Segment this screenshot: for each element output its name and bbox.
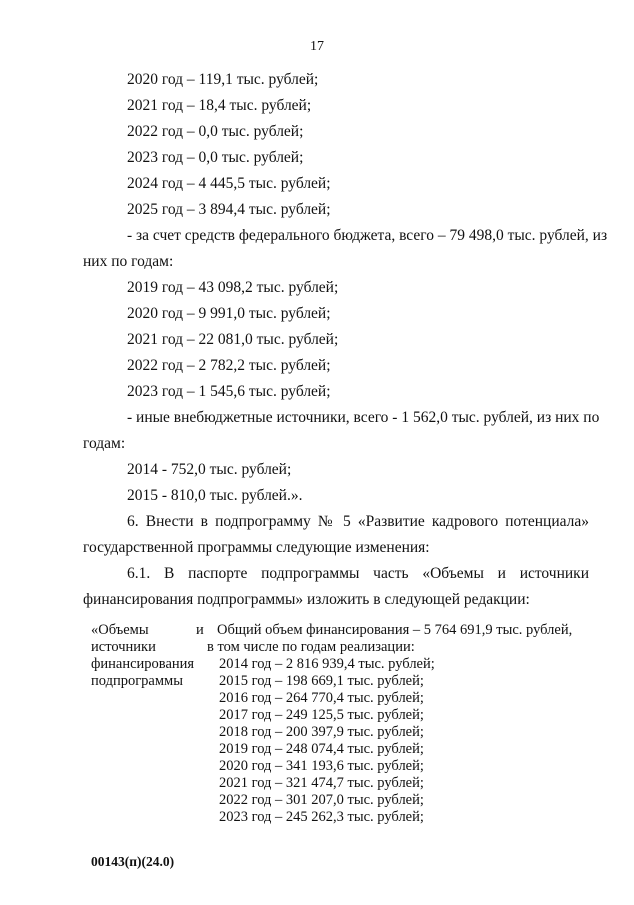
text-line: - за счет средств федерального бюджета, всего – 79 498,0 тыс. рублей, из: [127, 227, 608, 244]
table-year-row: 2018 год – 200 397,9 тыс. рублей;: [219, 724, 424, 740]
table-left-cell: источники: [91, 639, 156, 655]
text-line: 2023 год – 0,0 тыс. рублей;: [127, 149, 304, 166]
text-line: государственной программы следующие изменения:: [83, 539, 430, 556]
text-line: них по годам:: [83, 253, 174, 270]
table-right-cell: в том числе по годам реализации:: [207, 639, 415, 655]
text-line: 2020 год – 119,1 тыс. рублей;: [127, 71, 319, 88]
table-right-cell: Общий объем финансирования – 5 764 691,9 тыс. рублей,: [217, 622, 573, 638]
text-line: финансирования подпрограммы» изложить в следующей редакции:: [83, 591, 530, 608]
text-line: 2014 - 752,0 тыс. рублей;: [127, 461, 292, 478]
text-line: 6.1. В паспорте подпрограммы часть «Объемы и источники: [127, 565, 589, 582]
text-line: 2019 год – 43 098,2 тыс. рублей;: [127, 279, 339, 296]
table-year-row: 2015 год – 198 669,1 тыс. рублей;: [219, 673, 424, 689]
table-left-cell: и: [196, 622, 204, 638]
text-line: 2021 год – 18,4 тыс. рублей;: [127, 97, 312, 114]
table-year-row: 2014 год – 2 816 939,4 тыс. рублей;: [219, 656, 435, 672]
table-year-row: 2022 год – 301 207,0 тыс. рублей;: [219, 792, 424, 808]
text-line: 2023 год – 1 545,6 тыс. рублей;: [127, 383, 331, 400]
footer-code: 00143(п)(24.0): [91, 854, 175, 869]
text-line: - иные внебюджетные источники, всего - 1 562,0 тыс. рублей, из них по: [127, 409, 600, 426]
text-line: 6. Внести в подпрограмму № 5 «Развитие кадрового потенциала»: [127, 513, 589, 530]
table-year-row: 2017 год – 249 125,5 тыс. рублей;: [219, 707, 424, 723]
table-year-row: 2021 год – 321 474,7 тыс. рублей;: [219, 775, 424, 791]
table-year-row: 2023 год – 245 262,3 тыс. рублей;: [219, 809, 424, 825]
table-year-row: 2020 год – 341 193,6 тыс. рублей;: [219, 758, 424, 774]
text-line: 2025 год – 3 894,4 тыс. рублей;: [127, 201, 331, 218]
table-left-cell: финансирования: [91, 656, 195, 672]
table-year-row: 2019 год – 248 074,4 тыс. рублей;: [219, 741, 424, 757]
text-line: 2022 год – 2 782,2 тыс. рублей;: [127, 357, 331, 374]
text-line: годам:: [83, 435, 126, 452]
text-line: 2020 год – 9 991,0 тыс. рублей;: [127, 305, 331, 322]
text-line: 2024 год – 4 445,5 тыс. рублей;: [127, 175, 331, 192]
text-line: 2015 - 810,0 тыс. рублей.».: [127, 487, 303, 504]
table-left-cell: подпрограммы: [91, 673, 183, 689]
table-left-cell: «Объемы: [91, 622, 149, 638]
table-year-row: 2016 год – 264 770,4 тыс. рублей;: [219, 690, 424, 706]
text-line: 2021 год – 22 081,0 тыс. рублей;: [127, 331, 339, 348]
page-number: 17: [310, 39, 324, 54]
text-line: 2022 год – 0,0 тыс. рублей;: [127, 123, 304, 140]
